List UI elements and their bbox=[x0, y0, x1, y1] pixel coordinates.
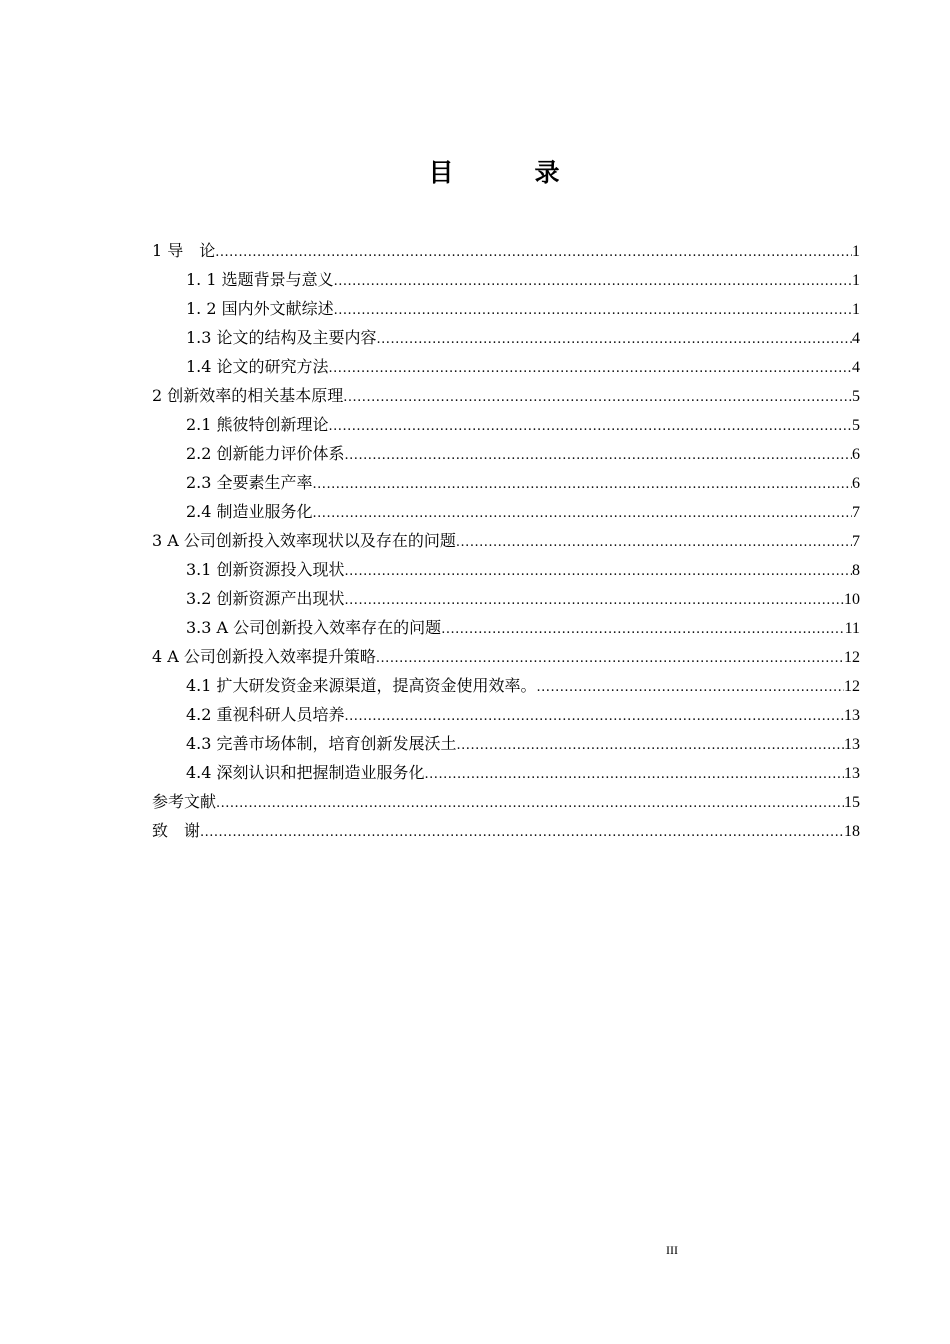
toc-entry[interactable] bbox=[152, 787, 860, 816]
toc-entry-label: 3.1 创新资源投入现状 bbox=[186, 560, 345, 579]
toc-leader-dots bbox=[345, 557, 852, 586]
toc-entry-label: 4 A 公司创新投入效率提升策略 bbox=[152, 647, 376, 666]
toc-entry-label: 1.4 论文的研究方法 bbox=[186, 357, 329, 376]
toc-entry-label: 1.3 论文的结构及主要内容 bbox=[186, 328, 377, 347]
toc-entry[interactable] bbox=[152, 700, 860, 729]
toc-entry-label: 1 导 论 bbox=[152, 241, 216, 260]
toc-leader-dots bbox=[343, 383, 852, 412]
toc-entry-label: 4.3 完善市场体制，培育创新发展沃土 bbox=[186, 734, 457, 753]
page-title: 目 录 bbox=[428, 158, 588, 187]
toc-entry[interactable] bbox=[152, 526, 860, 555]
toc-entry-page: 1 bbox=[852, 272, 860, 289]
toc-entry-page: 7 bbox=[852, 533, 860, 550]
toc-leader-dots bbox=[441, 615, 844, 644]
toc-entry-page: 12 bbox=[844, 678, 860, 695]
toc-leader-dots bbox=[329, 354, 852, 383]
toc-entry-label: 参考文献 bbox=[152, 792, 217, 811]
toc-leader-dots bbox=[216, 789, 844, 818]
toc-leader-dots bbox=[425, 760, 844, 789]
toc-entry-label: 2.3 全要素生产率 bbox=[186, 473, 313, 492]
toc-entry-page: 13 bbox=[844, 765, 860, 782]
toc-entry-label: 2.1 熊彼特创新理论 bbox=[186, 415, 329, 434]
toc-entry[interactable] bbox=[152, 294, 860, 323]
toc-entry-label: 4.4 深刻认识和把握制造业服务化 bbox=[186, 763, 425, 782]
toc-leader-dots bbox=[200, 818, 844, 847]
toc-leader-dots bbox=[313, 470, 852, 499]
toc-entry[interactable] bbox=[152, 584, 860, 613]
toc-entry-label: 3 A 公司创新投入效率现状以及存在的问题 bbox=[152, 531, 456, 550]
toc-entry[interactable] bbox=[152, 729, 860, 758]
toc-leader-dots bbox=[313, 499, 852, 528]
toc-entry[interactable] bbox=[152, 236, 860, 265]
toc-entry-page: 6 bbox=[852, 475, 860, 492]
toc-entry-label: 4.2 重视科研人员培养 bbox=[186, 705, 345, 724]
toc-entry[interactable] bbox=[152, 816, 860, 845]
toc-entry-page: 1 bbox=[852, 301, 860, 318]
toc-entry[interactable] bbox=[152, 555, 860, 584]
toc-entry-page: 4 bbox=[852, 330, 860, 347]
toc-entry[interactable] bbox=[152, 410, 860, 439]
toc-entry[interactable] bbox=[152, 265, 860, 294]
toc-entry-label: 4.1 扩大研发资金来源渠道，提高资金使用效率。 bbox=[186, 676, 537, 695]
toc-leader-dots bbox=[345, 441, 852, 470]
toc-leader-dots bbox=[334, 267, 852, 296]
toc-entry[interactable] bbox=[152, 323, 860, 352]
toc-entry-page: 11 bbox=[844, 620, 860, 637]
toc-entry-label: 致 谢 bbox=[152, 821, 201, 840]
toc-entry-page: 7 bbox=[852, 504, 860, 521]
toc-entry-page: 6 bbox=[852, 446, 860, 463]
toc-entry-page: 10 bbox=[844, 591, 860, 608]
toc-entry-page: 13 bbox=[844, 707, 860, 724]
toc-entry-page: 12 bbox=[844, 649, 860, 666]
toc-entry[interactable] bbox=[152, 671, 860, 700]
toc-entry-page: 5 bbox=[852, 417, 860, 434]
toc-leader-dots bbox=[537, 673, 844, 702]
toc-entry-page: 18 bbox=[844, 823, 860, 840]
toc-entry[interactable] bbox=[152, 497, 860, 526]
toc-entry[interactable] bbox=[152, 381, 860, 410]
toc-leader-dots bbox=[456, 528, 852, 557]
toc-leader-dots bbox=[377, 325, 852, 354]
toc-entry[interactable] bbox=[152, 758, 860, 787]
toc-entry-label: 3.3 A 公司创新投入效率存在的问题 bbox=[186, 618, 442, 637]
toc-entry-page: 1 bbox=[852, 243, 860, 260]
toc-entry-page: 4 bbox=[852, 359, 860, 376]
toc-entry-page: 8 bbox=[852, 562, 860, 579]
toc-entry-label: 2.4 制造业服务化 bbox=[186, 502, 313, 521]
toc-entry-label: 1. 1 选题背景与意义 bbox=[186, 270, 334, 289]
toc-entry[interactable] bbox=[152, 352, 860, 381]
table-of-contents bbox=[152, 236, 860, 845]
toc-entry-label: 2.2 创新能力评价体系 bbox=[186, 444, 345, 463]
toc-entry-page: 15 bbox=[844, 794, 860, 811]
toc-leader-dots bbox=[334, 296, 852, 325]
toc-entry[interactable] bbox=[152, 468, 860, 497]
page-number: III bbox=[666, 1243, 678, 1257]
toc-entry-page: 13 bbox=[844, 736, 860, 753]
toc-leader-dots bbox=[376, 644, 844, 673]
toc-entry[interactable] bbox=[152, 439, 860, 468]
toc-entry-label: 3.2 创新资源产出现状 bbox=[186, 589, 345, 608]
toc-entry[interactable] bbox=[152, 613, 860, 642]
toc-leader-dots bbox=[345, 586, 844, 615]
toc-leader-dots bbox=[457, 731, 844, 760]
toc-entry-label: 2 创新效率的相关基本原理 bbox=[152, 386, 344, 405]
toc-entry-page: 5 bbox=[852, 388, 860, 405]
toc-leader-dots bbox=[345, 702, 844, 731]
toc-leader-dots bbox=[215, 238, 852, 267]
toc-entry[interactable] bbox=[152, 642, 860, 671]
toc-leader-dots bbox=[329, 412, 852, 441]
toc-entry-label: 1. 2 国内外文献综述 bbox=[186, 299, 334, 318]
